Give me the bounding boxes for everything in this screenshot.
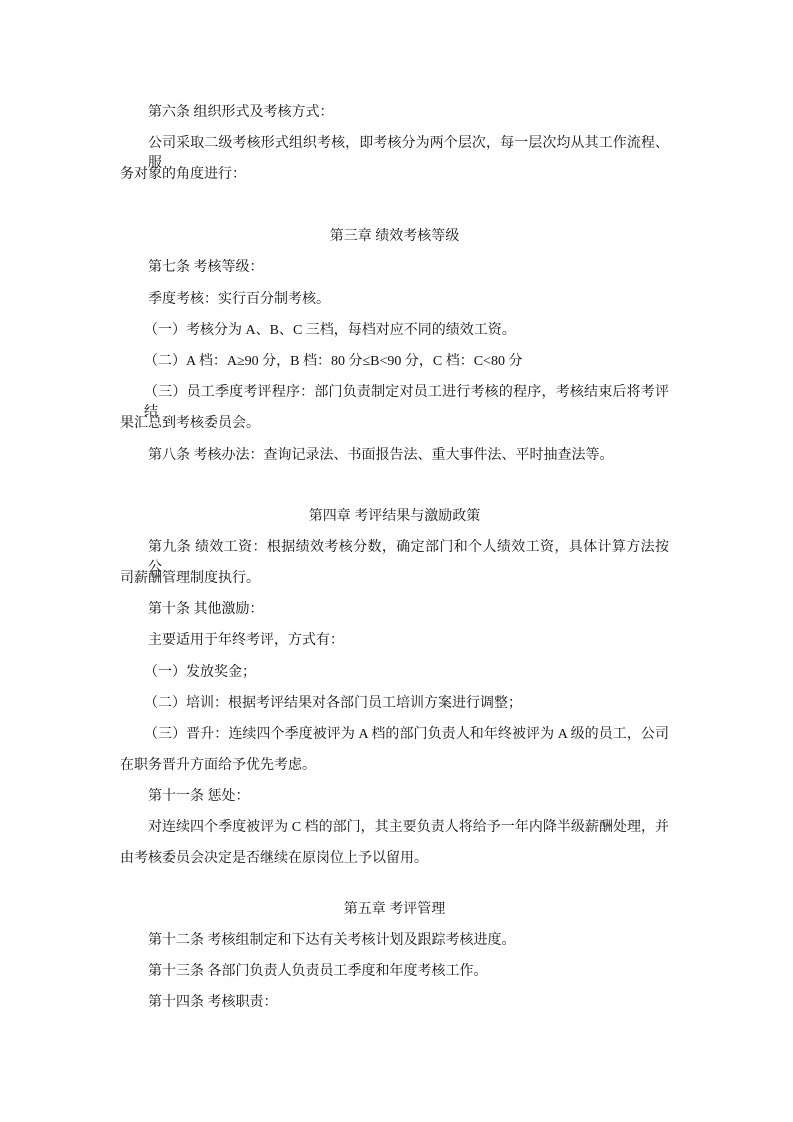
article-12: 第十二条 考核组制定和下达有关考核计划及跟踪考核进度。: [148, 933, 516, 948]
article-10-title: 第十条 其他激励：: [148, 602, 264, 617]
article-10-item1: （一）发放奖金；: [144, 665, 256, 680]
article-14: 第十四条 考核职责：: [148, 995, 278, 1010]
article-13: 第十三条 各部门负责人负责员工季度和年度考核工作。: [148, 964, 488, 979]
article-8: 第八条 考核办法：查询记录法、书面报告法、重大事件法、平时抽查法等。: [148, 448, 614, 463]
chapter-4-heading: 第四章 考评结果与激励政策: [308, 509, 481, 524]
article-11-line2: 由考核委员会决定是否继续在原岗位上予以留用。: [120, 851, 428, 866]
article-11-title: 第十一条 惩处：: [148, 789, 250, 804]
article-10-item3-line1: （三）晋升：连续四个季度被评为 A 档的部门负责人和年终被评为 A 级的员工，公司: [144, 727, 669, 742]
article-9-line1: 第九条 绩效工资：根据绩效考核分数，确定部门和个人绩效工资，具体计算方法按公: [148, 540, 669, 575]
article-10-intro: 主要适用于年终考评，方式有：: [148, 633, 344, 648]
chapter-3-heading: 第三章 绩效考核等级: [329, 229, 460, 244]
article-6-title: 第六条 组织形式及考核方式：: [148, 105, 334, 120]
article-7-item1: （一）考核分为 A、B、C 三档，每档对应不同的绩效工资。: [144, 323, 516, 338]
article-7-item3-line1: （三）员工季度考评程序：部门负责制定对员工进行考核的程序，考核结束后将考评结: [144, 385, 669, 420]
article-7-title: 第七条 考核等级：: [148, 260, 264, 275]
article-6-body-line1: 公司采取二级考核形式组织考核，即考核分为两个层次，每一层次均从其工作流程、服: [148, 136, 669, 171]
article-9-line2: 司薪酬管理制度执行。: [120, 571, 260, 586]
article-7-item3-line2: 果汇总到考核委员会。: [120, 416, 260, 431]
article-11-line1: 对连续四个季度被评为 C 档的部门，其主要负责人将给予一年内降半级薪酬处理，并: [148, 820, 669, 835]
article-7-item2: （二）A 档：A≥90 分，B 档：80 分≤B<90 分，C 档：C<80 分: [144, 354, 523, 369]
article-10-item2: （二）培训：根据考评结果对各部门员工培训方案进行调整；: [144, 696, 522, 711]
article-6-body-line2: 务对象的角度进行：: [120, 167, 246, 182]
article-10-item3-line2: 在职务晋升方面给予优先考虑。: [120, 758, 316, 773]
article-7-intro: 季度考核：实行百分制考核。: [148, 292, 330, 307]
chapter-5-heading: 第五章 考评管理: [343, 902, 446, 917]
